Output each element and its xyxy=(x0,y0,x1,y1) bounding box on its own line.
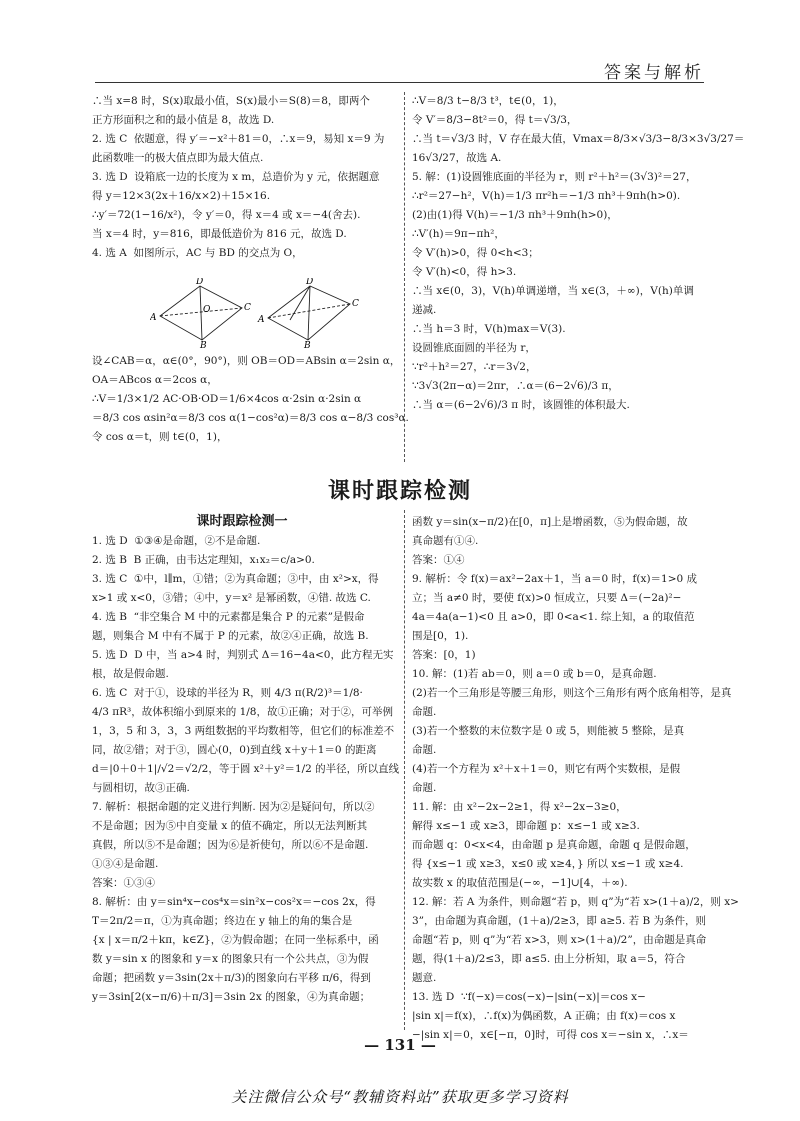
text-line: 同，故②错；对于③，圆心(0，0)到直线 x＋y＋1＝0 的距离 xyxy=(92,744,377,756)
label-b: B xyxy=(200,341,207,348)
header-title: 答案与解析 xyxy=(604,63,704,83)
text-line: 6. 选 C 对于①，设球的半径为 R，则 4/3 π(R/2)³＝1/8· xyxy=(92,687,363,699)
label-a2: A xyxy=(258,315,265,325)
text-line: d＝|0＋0＋1|/√2＝√2/2，等于圆 x²＋y²＝1/2 的半径，所以直线 xyxy=(92,763,400,775)
text-line: 设圆锥底面圆的半径为 r， xyxy=(412,342,536,354)
text-line: 设∠CAB＝α，α∈(0°，90°)，则 OB＝OD＝ABsin α＝2sin α， xyxy=(92,355,401,367)
text-line: 1，3，5 和 3，3，3 两组数据的平均数相等，但它们的标准差不 xyxy=(92,725,395,737)
text-line: ∵3√3(2π−α)＝2πr，∴α＝(6−2√6)/3 π， xyxy=(412,380,619,392)
text-line: y＝3sin[2(x−π/6)＋π/3]＝3sin 2x 的图象，④为真命题； xyxy=(92,991,371,1003)
text-line: 答案：①④ xyxy=(412,554,465,566)
text-line: 递减. xyxy=(412,304,437,316)
text-line: 令 V′＝8/3−8t²＝0，得 t＝√3/3， xyxy=(412,114,578,126)
text-line: x>1 或 x<0，③错；④中，y＝x² 是幂函数，④错. 故选 C. xyxy=(92,592,371,604)
label-a: A xyxy=(150,313,157,323)
text-line: 命题. xyxy=(412,782,437,794)
text-line: ①③④是命题. xyxy=(92,858,159,870)
text-line: ∴当 x=8 时，S(x)取最小值，S(x)最小＝S(8)＝8，即两个 xyxy=(92,95,370,107)
text-line: 16√3/27，故选 A. xyxy=(412,152,502,164)
text-line: 命题. xyxy=(412,706,437,718)
text-line: 9. 解析：令 f(x)＝ax²−2ax＋1，当 a＝0 时，f(x)＝1>0 成 xyxy=(412,573,698,585)
text-line: 题，则集合 M 中有不属于 P 的元素，故②④正确，故选 B. xyxy=(92,630,369,642)
text-line: 13. 选 D ∵f(−x)＝cos(−x)−|sin(−x)|＝cos x− xyxy=(412,991,646,1003)
text-line: 正方形面积之和的最小值是 8，故选 D. xyxy=(92,114,275,126)
text-line: 题，得(1＋a)/2≤3，即 a≤5. 由上分析知，取 a＝5，符合 xyxy=(412,953,686,965)
text-line: 答案：[0，1) xyxy=(412,649,476,661)
label-b2: B xyxy=(304,341,311,348)
text-line: ＝8/3 cos αsin²α＝8/3 cos α(1−cos²α)＝8/3 cos α−8/3 cos³α. xyxy=(92,412,409,424)
text-line: |sin x|＝f(x)，∴f(x)为偶函数，A 正确；由 f(x)＝cos x xyxy=(412,1010,676,1022)
text-line: 故实数 x 的取值范围是(−∞，−1]∪[4，＋∞). xyxy=(412,877,628,889)
text-line: 令 cos α＝t，则 t∈(0，1)， xyxy=(92,431,228,443)
text-line: 数 y＝sin x 的图象和 y＝x 的图象只有一个公共点，③为假 xyxy=(92,953,369,965)
text-line: 2. 选 B B 正确，由韦达定理知，x₁x₂＝c/a>0. xyxy=(92,554,315,566)
top-left-column xyxy=(92,92,392,263)
label-c2: C xyxy=(352,299,359,309)
text-line: OA＝ABcos α＝2cos α， xyxy=(92,374,218,386)
text-line: 4. 选 B “非空集合 M 中的元素都是集合 P 的元素”是假命 xyxy=(92,611,365,623)
column-divider-top xyxy=(404,92,405,462)
text-line: 围是[0，1). xyxy=(412,630,469,642)
text-line: 12. 解：若 A 为条件，则命题“若 p，则 q”为“若 x>(1＋a)/2，则 x> xyxy=(412,896,739,908)
text-line: 10. 解：(1)若 ab＝0，则 a＝0 或 b＝0，是真命题. xyxy=(412,668,657,680)
text-line: (3)若一个整数的末位数字是 0 或 5，则能被 5 整除，是真 xyxy=(412,725,685,737)
text-line: 而命题 q：0<x<4，由命题 p 是真命题，命题 q 是假命题， xyxy=(412,839,696,851)
text-line: ∴当 t＝√3/3 时，V 存在最大值，Vmax＝8/3×√3/3−8/3×3√3/27＝ xyxy=(412,133,745,145)
text-line: 4. 选 A 如图所示，AC 与 BD 的交点为 O， xyxy=(92,247,303,259)
label-o: O xyxy=(203,305,211,315)
text-line: 答案：①③④ xyxy=(92,877,155,889)
text-line: 2. 选 C 依题意，得 y′＝−x²＋81＝0，∴x＝9，易知 x＝9 为 xyxy=(92,133,385,145)
text-line: ∴当 h＝3 时，V(h)max＝V(3). xyxy=(412,323,566,335)
text-line: 命题. xyxy=(412,744,437,756)
text-line: 当 x＝4 时，y＝816，即最低造价为 816 元，故选 D. xyxy=(92,228,347,240)
bottom-right-column xyxy=(412,513,739,1045)
pyramid-figure xyxy=(268,286,350,340)
rhombus-pyramid-diagram xyxy=(150,278,360,348)
text-line: 真假，所以⑤不是命题；因为⑥是祈使句，所以⑥不是命题. xyxy=(92,839,369,851)
text-line: 此函数唯一的极大值点即为最大值点. xyxy=(92,152,264,164)
text-line: −|sin x|＝0，x∈[−π，0]时，可得 cos x＝−sin x，∴x＝ xyxy=(412,1029,689,1041)
text-line: 立；当 a≠0 时，要使 f(x)>0 恒成立，只要 Δ＝(−2a)²− xyxy=(412,592,682,604)
text-line: 题意. xyxy=(412,972,437,984)
top-right-column xyxy=(412,92,745,415)
text-line: (2)若一个三角形是等腰三角形，则这个三角形有两个底角相等，是真 xyxy=(412,687,732,699)
label-d: D xyxy=(196,278,204,287)
text-line: ∴V＝1/3×1/2 AC·OB·OD＝1/6×4cos α·2sin α·2sin α xyxy=(92,393,362,405)
text-line: 3”，由命题为真命题，(1＋a)/2≥3，即 a≥5. 若 B 为条件，则 xyxy=(412,915,707,927)
text-line: 函数 y＝sin(x−π/2)在[0，π]上是增函数，⑤为假命题，故 xyxy=(412,516,688,528)
bottom-left-column xyxy=(92,532,400,1007)
text-line: (2)由(1)得 V(h)＝−1/3 πh³＋9πh(h>0)， xyxy=(412,209,618,221)
text-line: 3. 选 C ①中，l∥m，①错；②为真命题；③中，由 x²>x，得 xyxy=(92,573,379,585)
text-line: ∴V′(h)＝9π−πh²， xyxy=(412,228,505,240)
text-line: 3. 选 D 设箱底一边的长度为 x m，总造价为 y 元，依据题意 xyxy=(92,171,380,183)
text-line: 不是命题；因为⑤中自变量 x 的值不确定，所以无法判断其 xyxy=(92,820,368,832)
text-line: ∴当 α＝(6−2√6)/3 π 时，该圆锥的体积最大. xyxy=(412,399,630,411)
text-line: 与圆相切，故③正确. xyxy=(92,782,190,794)
subsection-title: 课时跟踪检测一 xyxy=(196,514,288,529)
label-d2: D xyxy=(306,278,314,287)
text-line: 8. 解析：由 y＝sin⁴x−cos⁴x＝sin²x−cos²x＝−cos 2x，得 xyxy=(92,896,376,908)
text-line: 得 y＝12×3(2x＋16/x×2)＋15×16. xyxy=(92,190,271,202)
text-line: 5. 解：(1)设圆锥底面的半径为 r，则 r²＋h²＝(3√3)²＝27， xyxy=(412,171,697,183)
text-line: 令 V′(h)<0，得 h>3. xyxy=(412,266,517,278)
text-line: 真命题有①④. xyxy=(412,535,479,547)
text-line: 4a＝4a(a−1)<0 且 a>0，即 0<a<1. 综上知，a 的取值范 xyxy=(412,611,695,623)
text-line: ∵r²＋h²＝27，∴r＝3√2， xyxy=(412,361,537,373)
text-line: 7. 解析：根据命题的定义进行判断. 因为②是疑问句，所以② xyxy=(92,801,375,813)
text-line: 1. 选 D ①③④是命题，②不是命题. xyxy=(92,535,261,547)
header-rule xyxy=(95,82,704,83)
text-line: ∴当 x∈(0，3)，V(h)单调递增，当 x∈(3，＋∞)，V(h)单调 xyxy=(412,285,694,297)
rhombus-figure xyxy=(160,286,242,340)
text-line: 11. 解：由 x²−2x−2≥1，得 x²−2x−3≥0， xyxy=(412,801,627,813)
footer-note: 关注微信公众号“教辅资料站”获取更多学习资料 xyxy=(231,1088,569,1106)
text-line: 解得 x≤−1 或 x≥3，即命题 p：x≤−1 或 x≥3. xyxy=(412,820,640,832)
text-line: 得 {x≤−1 或 x≥3，x≤0 或 x≥4，} 所以 x≤−1 或 x≥4. xyxy=(412,858,684,870)
text-line: ∴y′＝72(1−16/x²)，令 y′＝0，得 x＝4 或 x＝−4(舍去). xyxy=(92,209,361,221)
text-line: 根，故是假命题. xyxy=(92,668,169,680)
text-line: ∴r²＝27−h²，V(h)＝1/3 πr²h＝−1/3 πh³＋9πh(h>0). xyxy=(412,190,681,202)
top-left-column-2 xyxy=(92,352,409,447)
column-divider-bottom xyxy=(404,510,405,1030)
text-line: 4/3 πR³，故体积缩小到原来的 1/8，故①正确；对于②，可举例 xyxy=(92,706,393,718)
page-number: — 131 — xyxy=(364,1036,436,1054)
section-title: 课时跟踪检测 xyxy=(327,479,472,504)
text-line: T＝2π/2＝π，①为真命题；终边在 y 轴上的角的集合是 xyxy=(92,915,353,927)
text-line: 命题“若 p，则 q”为“若 x>3，则 x>(1＋a)/2”，由命题是真命 xyxy=(412,934,707,946)
text-line: 命题；把函数 y＝3sin(2x＋π/3)的图象向右平移 π/6，得到 xyxy=(92,972,371,984)
text-line: 5. 选 D D 中，当 a>4 时，判别式 Δ＝16−4a<0，此方程无实 xyxy=(92,649,394,661)
text-line: {x | x＝π/2＋kπ，k∈Z}，②为假命题；在同一坐标系中，函 xyxy=(92,934,379,946)
text-line: (4)若一个方程为 x²＋x＋1＝0，则它有两个实数根，是假 xyxy=(412,763,681,775)
text-line: ∴V＝8/3 t−8/3 t³，t∈(0，1)， xyxy=(412,95,564,107)
label-c: C xyxy=(244,303,251,313)
text-line: 令 V′(h)>0，得 0<h<3； xyxy=(412,247,539,259)
